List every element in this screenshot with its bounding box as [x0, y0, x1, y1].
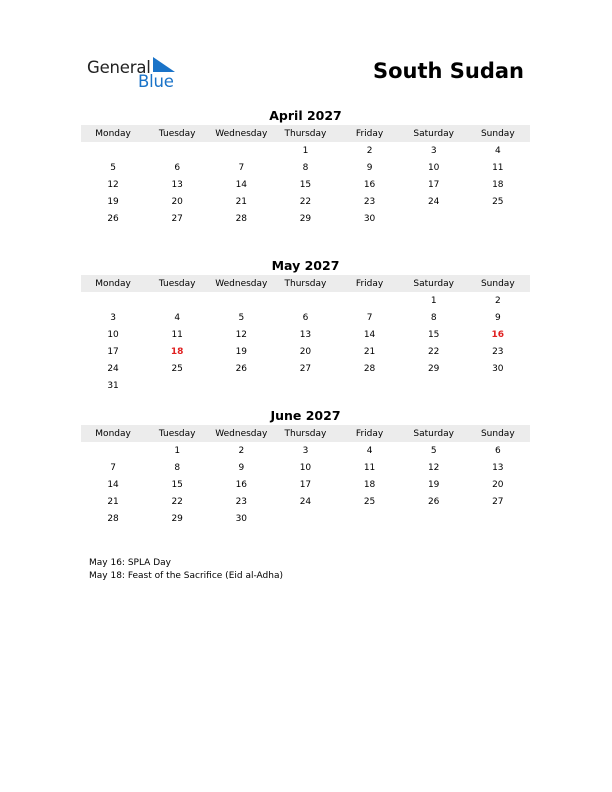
day-cell: 9 [366, 162, 373, 173]
weekday-header-row [81, 425, 530, 442]
day-cell: 14 [107, 479, 119, 490]
day-cell: 12 [427, 462, 440, 473]
day-cell: 5 [110, 162, 116, 173]
day-cell: 30 [235, 513, 248, 524]
week-row [81, 309, 530, 326]
day-cell: 15 [299, 179, 312, 190]
day-cell: 23 [492, 346, 504, 357]
weekday-label: Thursday [284, 278, 327, 289]
day-cell: 1 [430, 295, 437, 306]
day-cell: 22 [427, 346, 440, 357]
week-row [81, 360, 530, 377]
day-cell: 10 [299, 462, 312, 473]
day-cell: 14 [235, 179, 248, 190]
weekday-label: Friday [355, 428, 384, 439]
day-cell: 12 [107, 179, 119, 190]
logo-word-blue: Blue [138, 72, 174, 91]
holiday-note: May 18: Feast of the Sacrifice (Eid al-Adha) [89, 571, 283, 581]
day-cell: 9 [494, 312, 501, 323]
day-cell: 11 [171, 329, 183, 340]
generalblue-logo [87, 55, 187, 91]
day-cell: 13 [492, 462, 504, 473]
day-cell: 2 [238, 445, 245, 456]
day-cell: 17 [427, 179, 440, 190]
day-cell: 3 [302, 445, 309, 456]
weekday-label: Tuesday [158, 428, 196, 439]
day-cell: 16 [235, 479, 248, 490]
week-row [81, 159, 530, 176]
month-title: June 2027 [270, 408, 341, 423]
day-cell: 21 [235, 196, 248, 207]
week-row [81, 142, 530, 159]
day-cell: 3 [110, 312, 116, 323]
day-cell: 26 [427, 496, 440, 507]
day-cell: 25 [492, 196, 504, 207]
weekday-label: Tuesday [158, 278, 196, 289]
day-cell: 28 [235, 213, 248, 224]
weekday-label: Tuesday [158, 128, 196, 139]
day-cell: 4 [494, 145, 501, 156]
week-row [81, 210, 530, 227]
day-cell: 6 [494, 445, 501, 456]
day-cell: 27 [171, 213, 183, 224]
day-cell: 8 [174, 462, 181, 473]
weekday-label: Wednesday [215, 128, 268, 139]
day-cell: 11 [363, 462, 376, 473]
day-cell: 10 [107, 329, 119, 340]
weekday-label: Friday [355, 128, 384, 139]
month-title: April 2027 [269, 108, 342, 123]
day-cell: 17 [299, 479, 312, 490]
day-cell: 2 [366, 145, 373, 156]
day-cell: 4 [174, 312, 181, 323]
month-calendar [81, 407, 530, 527]
day-cell: 30 [492, 363, 504, 374]
weekday-label: Friday [355, 278, 384, 289]
weekday-label: Sunday [480, 278, 515, 289]
week-row [81, 493, 530, 510]
week-row [81, 292, 530, 309]
day-cell: 28 [107, 513, 119, 524]
day-cell: 19 [107, 196, 119, 207]
weekday-label: Sunday [480, 128, 515, 139]
weekday-label: Thursday [284, 428, 327, 439]
day-cell: 28 [363, 363, 376, 374]
week-row [81, 343, 530, 360]
week-row [81, 459, 530, 476]
holiday-day-cell: 16 [491, 329, 505, 340]
weekday-label: Thursday [284, 128, 327, 139]
day-cell: 25 [363, 496, 376, 507]
day-cell: 8 [302, 162, 309, 173]
logo-word-general: General [87, 58, 151, 77]
day-cell: 21 [107, 496, 119, 507]
day-cell: 15 [171, 479, 183, 490]
week-row [81, 193, 530, 210]
day-cell: 20 [492, 479, 504, 490]
day-cell: 6 [174, 162, 181, 173]
day-cell: 18 [363, 479, 376, 490]
day-cell: 8 [430, 312, 437, 323]
day-cell: 20 [171, 196, 183, 207]
weekday-label: Monday [95, 428, 131, 439]
day-cell: 10 [427, 162, 440, 173]
holiday-notes [89, 557, 283, 583]
week-row [81, 377, 530, 394]
holiday-day-cell: 18 [170, 346, 184, 357]
day-cell: 14 [363, 329, 376, 340]
day-cell: 26 [107, 213, 119, 224]
country-title: South Sudan [372, 59, 524, 83]
weekday-label: Sunday [480, 428, 515, 439]
day-cell: 12 [235, 329, 248, 340]
day-cell: 23 [363, 196, 376, 207]
logo-triangle-icon [153, 57, 175, 72]
day-cell: 29 [171, 513, 183, 524]
day-cell: 27 [492, 496, 504, 507]
week-row [81, 476, 530, 493]
day-cell: 4 [366, 445, 373, 456]
day-cell: 3 [430, 145, 437, 156]
weekday-header-row [81, 275, 530, 292]
day-cell: 9 [238, 462, 245, 473]
day-cell: 25 [171, 363, 183, 374]
weekday-header-row [81, 125, 530, 142]
weekday-label: Wednesday [215, 278, 268, 289]
weekday-label: Monday [95, 278, 131, 289]
day-cell: 31 [107, 380, 119, 391]
day-cell: 13 [299, 329, 312, 340]
day-cell: 15 [427, 329, 440, 340]
day-cell: 2 [494, 295, 501, 306]
day-cell: 1 [302, 145, 309, 156]
day-cell: 18 [492, 179, 504, 190]
week-row [81, 442, 530, 459]
day-cell: 16 [363, 179, 376, 190]
day-cell: 24 [299, 496, 312, 507]
week-row [81, 326, 530, 343]
weekday-label: Monday [95, 128, 131, 139]
day-cell: 5 [238, 312, 245, 323]
week-row [81, 510, 530, 527]
day-cell: 27 [299, 363, 312, 374]
day-cell: 13 [171, 179, 183, 190]
day-cell: 21 [363, 346, 376, 357]
day-cell: 11 [492, 162, 504, 173]
day-cell: 30 [363, 213, 376, 224]
day-cell: 7 [366, 312, 373, 323]
day-cell: 7 [110, 462, 116, 473]
day-cell: 22 [299, 196, 312, 207]
day-cell: 1 [174, 445, 181, 456]
day-cell: 29 [299, 213, 312, 224]
weekday-label: Saturday [413, 278, 454, 289]
day-cell: 17 [107, 346, 119, 357]
weekday-label: Saturday [413, 428, 454, 439]
day-cell: 24 [107, 363, 119, 374]
day-cell: 5 [430, 445, 437, 456]
day-cell: 22 [171, 496, 183, 507]
day-cell: 19 [427, 479, 440, 490]
day-cell: 7 [238, 162, 245, 173]
day-cell: 19 [235, 346, 248, 357]
day-cell: 6 [302, 312, 309, 323]
month-title: May 2027 [271, 258, 340, 273]
day-cell: 24 [427, 196, 440, 207]
day-cell: 29 [427, 363, 440, 374]
weekday-label: Saturday [413, 128, 454, 139]
month-calendar [81, 257, 530, 394]
day-cell: 26 [235, 363, 248, 374]
day-cell: 20 [299, 346, 312, 357]
day-cell: 23 [235, 496, 248, 507]
holiday-note: May 16: SPLA Day [89, 558, 171, 568]
month-calendar [81, 107, 530, 227]
week-row [81, 176, 530, 193]
weekday-label: Wednesday [215, 428, 268, 439]
